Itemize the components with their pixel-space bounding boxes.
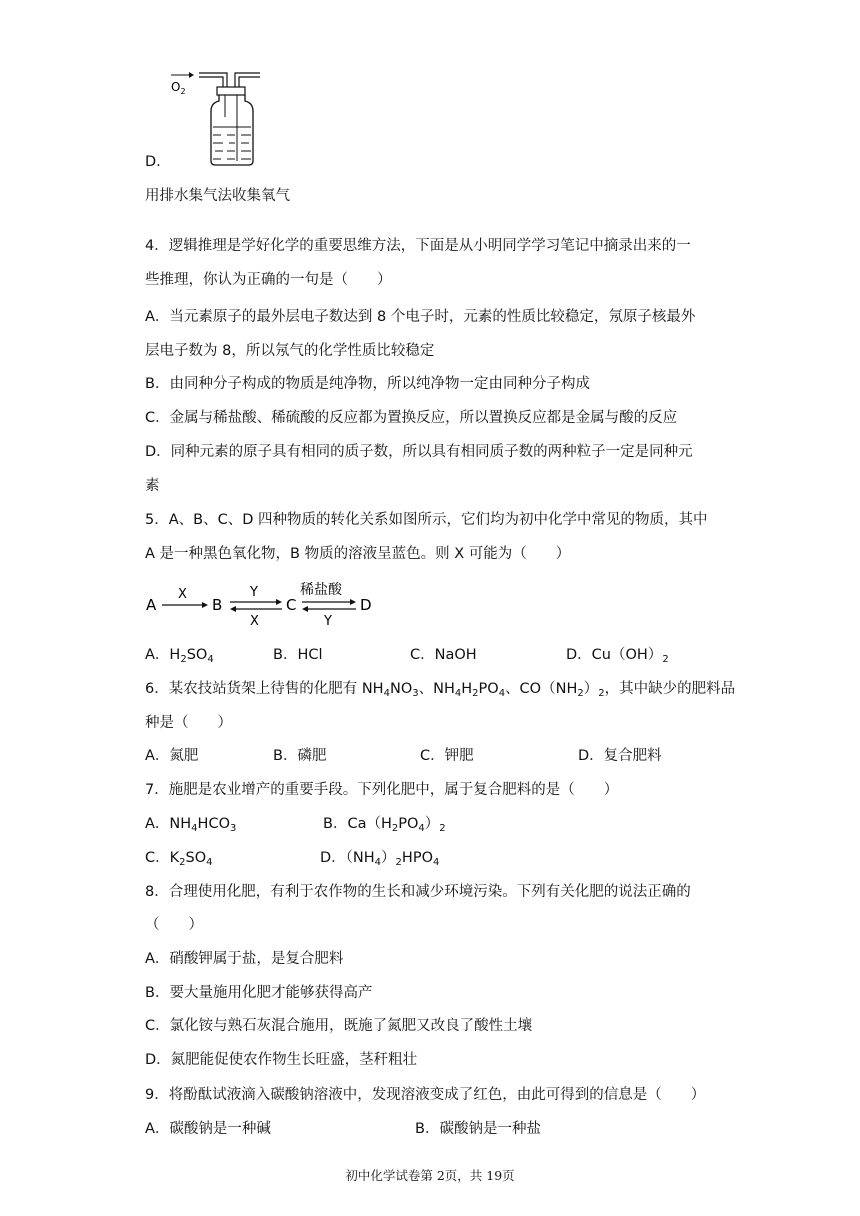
q4-option-d-line2: 素: [145, 478, 160, 494]
q9-stem: 9．将酚酞试液滴入碳酸钠溶液中，发现溶液变成了红色，由此可得到的信息是（ ）: [145, 1087, 706, 1103]
label-acid: 稀盐酸: [300, 582, 342, 598]
gas-label: $O_2$: [171, 80, 186, 96]
q4-option-a-line1: A．当元素原子的最外层电子数达到 8 个电子时，元素的性质比较稳定，氖原子核最外: [145, 309, 696, 325]
q7-option-b: B．$Ca(H_2PO_4)_2$: [323, 816, 446, 834]
q6-option-b: B．磷肥: [273, 748, 327, 764]
q6-option-d: D．复合肥料: [578, 748, 662, 764]
q5-option-a: A．$H_2SO_4$: [145, 647, 214, 665]
q8-stem-line1: 8．合理使用化肥，有利于农作物的生长和减少环境污染。下列有关化肥的说法正确的: [145, 884, 691, 900]
q9-option-b: B．碳酸钠是一种盐: [415, 1121, 541, 1137]
q8-option-a: A．硝酸钾属于盐，是复合肥料: [145, 951, 344, 967]
q4-stem-line2: 些推理，你认为正确的一句是（ ）: [145, 272, 392, 288]
node-c: C: [286, 596, 297, 614]
q4-option-d-line1: D．同种元素的原子具有相同的质子数，所以具有相同质子数的两种粒子一定是同种元: [145, 444, 693, 460]
q6-stem-line1: 6．某农技站货架上待售的化肥有 $NH_4NO_3$、$NH_4H_2PO_4$、$CO(NH_2)_2$，其中缺少的肥料品: [145, 681, 736, 699]
node-b: B: [212, 596, 223, 614]
q4-option-b: B．由同种分子构成的物质是纯净物，所以纯净物一定由同种分子构成: [145, 376, 590, 392]
q4-option-c: C．金属与稀盐酸、稀硫酸的反应都为置换反应，所以置换反应都是金属与酸的反应: [145, 410, 678, 426]
q6-option-c: C．钾肥: [420, 748, 474, 764]
q6-option-a: A．氮肥: [145, 748, 199, 764]
conversion-diagram: [140, 578, 390, 628]
page-footer: 初中化学试卷第 2页，共 19页: [345, 1168, 515, 1183]
q7-option-d: D．$(NH_4)_2HPO_4$: [320, 850, 440, 868]
q8-option-b: B．要大量施用化肥才能够获得高产: [145, 985, 373, 1001]
q8-stem-line2: （ ）: [145, 917, 203, 933]
label-x-bottom: X: [250, 614, 259, 628]
node-d: D: [360, 596, 372, 614]
q8-option-d: D．氮肥能促使农作物生长旺盛，茎秆粗壮: [145, 1052, 418, 1068]
q8-option-c: C．氯化铵与熟石灰混合施用，既施了氮肥又改良了酸性土壤: [145, 1018, 533, 1034]
gas-collection-bottle-figure: [165, 65, 275, 170]
label-x-top: X: [178, 587, 187, 602]
node-a: A: [146, 596, 157, 614]
q7-option-a: A．$NH_4HCO_3$: [145, 816, 237, 834]
q6-stem-line2: 种是（ ）: [145, 715, 232, 731]
label-y-top: Y: [250, 585, 258, 600]
q5-option-d: D．$Cu(OH)_2$: [566, 647, 669, 665]
q5-stem-line2: A 是一种黑色氧化物，B 物质的溶液呈蓝色。则 X 可能为（ ）: [145, 546, 571, 562]
q7-option-c: C．$K_2SO_4$: [145, 850, 213, 868]
q7-stem: 7．施肥是农业增产的重要手段。下列化肥中，属于复合肥料的是（ ）: [145, 782, 619, 798]
q5-stem-line1: 5．A、B、C、D 四种物质的转化关系如图所示，它们均为初中化学中常见的物质，其中: [145, 512, 708, 528]
q3-option-d-caption: 用排水集气法收集氧气: [145, 188, 290, 204]
q9-option-a: A．碳酸钠是一种碱: [145, 1121, 271, 1137]
q4-option-a-line2: 层电子数为 8，所以氖气的化学性质比较稳定: [145, 343, 435, 359]
q4-stem-line1: 4．逻辑推理是学好化学的重要思维方法，下面是从小明同学学习笔记中摘录出来的一: [145, 238, 691, 254]
label-y-bottom: Y: [324, 614, 332, 628]
q3-option-d-label: D.: [145, 154, 161, 170]
q5-option-c: C．NaOH: [410, 647, 477, 663]
q5-option-b: B．HCl: [273, 647, 323, 663]
